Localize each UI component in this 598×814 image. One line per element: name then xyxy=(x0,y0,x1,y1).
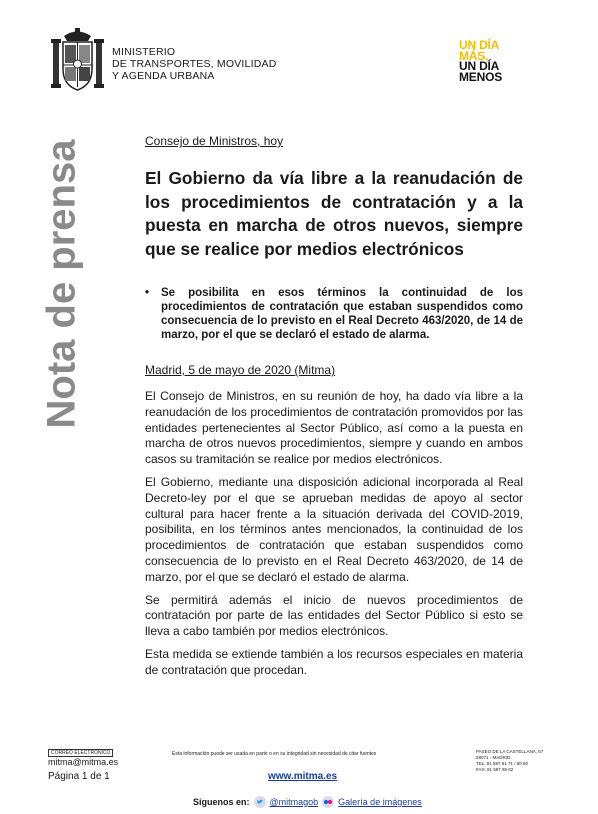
body-paragraph: El Consejo de Ministros, en su reunión de hoy, ha dado vía libre a la reanudación de los procedimientos de contratación promovidos por las entidades pertenecientes al Sector Público, así como a la puesta en marcha de otros nuevos procedimientos, siempre y cuando en ambos casos su tramitación se realice por medios electrónicos. xyxy=(145,389,523,467)
twitter-link[interactable]: @mitmagob xyxy=(269,797,319,807)
footer-contact xyxy=(48,746,118,768)
email-label: CORREO ELECTRÓNICO xyxy=(48,749,113,757)
twitter-icon[interactable] xyxy=(254,796,266,808)
body-paragraph: Esta medida se extiende también a los recursos especiales en materia de contratación que procedan. xyxy=(145,646,523,677)
gallery-link[interactable]: Galería de imágenes xyxy=(338,797,422,807)
address-line: FAX: 91 597 85 02 xyxy=(476,767,514,772)
page-number: Página 1 de 1 xyxy=(48,771,110,782)
footer-disclaimer: Esta información puede ser usada en parte o en su integridad sin necesidad de citar fuentes xyxy=(172,751,377,757)
campaign-line: MÁS, xyxy=(459,48,489,63)
follow-label: Síguenos en: xyxy=(193,797,250,807)
campaign-line: UN DÍA xyxy=(459,59,500,73)
social-links xyxy=(193,796,422,808)
article-body xyxy=(145,389,523,686)
summary-bullet-text: Se posibilita en esos términos la continuidad de los procedimientos de contratación que estaban suspendidos como consecuencia de lo previsto en el Real Decreto 463/2020, de 14 de marzo, por el que se declaró el estado de alarma. xyxy=(161,287,523,341)
ministry-line: Y AGENDA URBANA xyxy=(112,70,215,82)
summary-bullet xyxy=(145,286,523,342)
campaign-logo xyxy=(459,40,502,82)
summary-bullets xyxy=(145,286,523,342)
press-release-label-text: Nota de prensa xyxy=(39,139,84,429)
bullet-icon: • xyxy=(145,287,150,299)
coat-of-arms-logo xyxy=(50,27,105,97)
dateline: Madrid, 5 de mayo de 2020 (Mitma) xyxy=(145,363,336,377)
campaign-line: MENOS xyxy=(459,69,503,84)
address-line: 28071 - MADRID xyxy=(476,755,511,760)
ministry-line: DE TRANSPORTES, MOVILIDAD xyxy=(112,58,277,70)
ministry-name xyxy=(112,46,276,82)
headline: El Gobierno da vía libre a la reanudación de los procedimientos de contratación y a la puesta en marcha de otros nuevos, siempre que se realice por medios electrónicos xyxy=(145,168,523,259)
body-paragraph: El Gobierno, mediante una disposición adicional incorporada al Real Decreto-ley por el que se aprueban medidas de apoyo al sector cultural para hacer frente a la situación derivada del COVID-2019, posibilita, en los términos antes mencionados, la continuidad de los procedimientos de contratación que estaban suspendidos como consecuencia de lo previsto en el Real Decreto 463/2020, de 14 de marzo, por el que se declaró el estado de alarma. xyxy=(145,474,523,584)
campaign-line: UN DÍA xyxy=(459,38,500,52)
footer-address xyxy=(476,749,543,773)
website-link[interactable]: www.mitma.es xyxy=(268,771,338,782)
address-line: TEL: 91 597 81 71 / 80 60 xyxy=(476,761,529,766)
email-address[interactable]: mitma@mitma.es xyxy=(48,757,119,767)
ministry-line: MINISTERIO xyxy=(112,46,176,58)
address-line: PASEO DE LA CASTELLANA, 67 xyxy=(476,749,544,754)
press-release-label xyxy=(40,138,84,430)
flickr-icon[interactable] xyxy=(322,796,334,808)
body-paragraph: Se permitirá además el inicio de nuevos procedimientos de contratación por parte de las entidades del Sector Público si esto se lleva a cabo también por medios electrónicos. xyxy=(145,592,523,639)
section-label: Consejo de Ministros, hoy xyxy=(145,134,284,148)
